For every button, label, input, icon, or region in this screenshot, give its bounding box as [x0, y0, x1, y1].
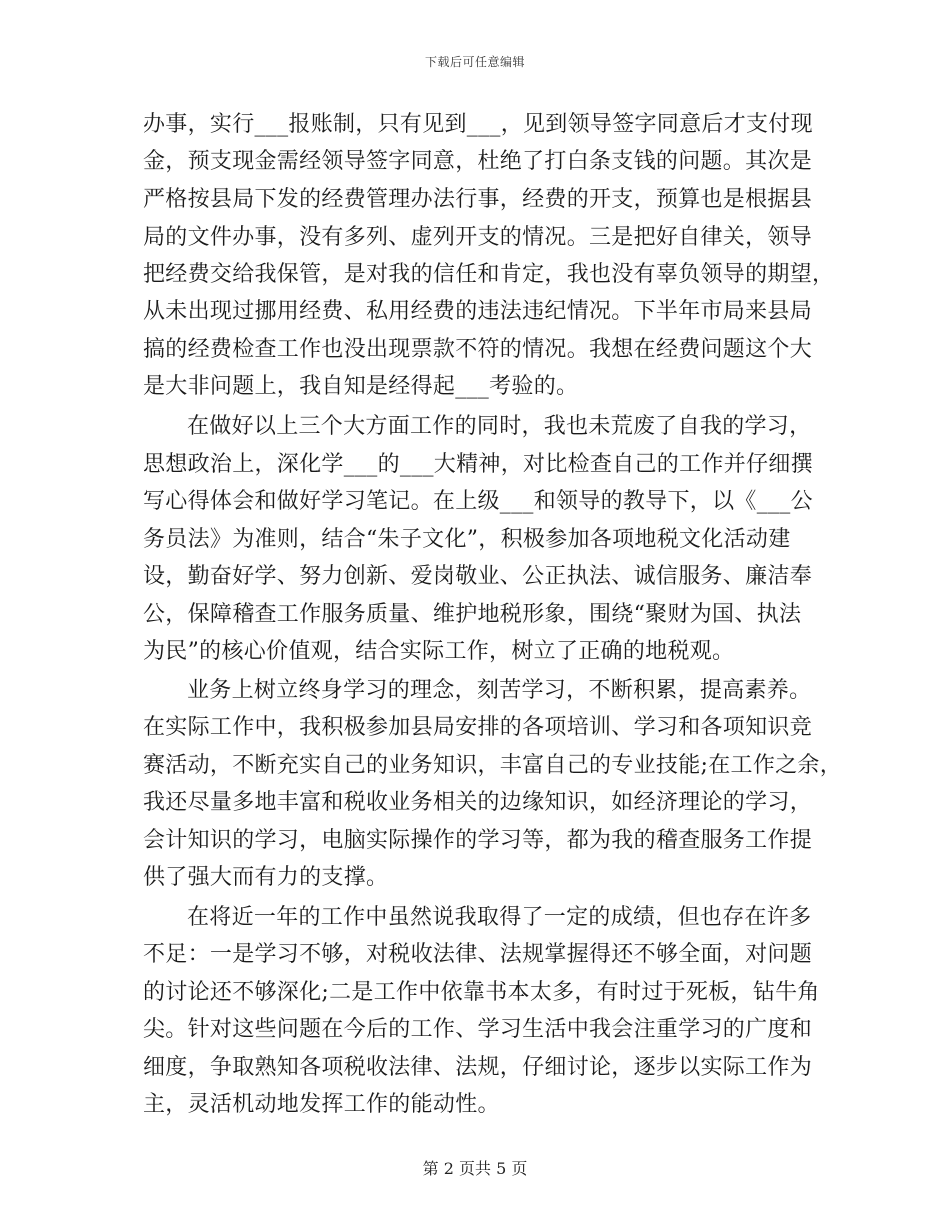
text-line: 从未出现过挪用经费、私用经费的违法违纪情况。下半年市局来县局 [143, 299, 813, 324]
text-line: 会计知识的学习，电脑实际操作的学习等，都为我的稽查服务工作提 [143, 828, 813, 853]
page-number: 第 2 页共 5 页 [422, 1159, 528, 1178]
text-line: 我还尽量多地丰富和税收业务相关的边缘知识，如经济理论的学习， [143, 790, 813, 815]
paragraph-first-line: 业务上树立终身学习的理念，刻苦学习，不断积累，提高素养。 [187, 678, 812, 703]
text-line: 办事，实行___报账制，只有见到___，见到领导签字同意后才支付现 [143, 112, 813, 137]
text-line: 公，保障稽查工作服务质量、维护地税形象，围绕“聚财为国、执法 [143, 602, 802, 627]
page-header-note: 下载后可任意编辑 [424, 55, 525, 69]
text-line: 思想政治上，深化学___的___大精神，对比检查自己的工作并仔细撰 [143, 452, 813, 477]
text-line: 主，灵活机动地发挥工作的能动性。 [143, 1092, 500, 1117]
text-line: 的讨论还不够深化;二是工作中依靠书本太多，有时过于死板，钻牛角 [143, 980, 820, 1005]
text-line: 局的文件办事，没有多列、虚列开支的情况。三是把好自律关，领导 [143, 225, 813, 250]
text-line: 金，预支现金需经领导签字同意，杜绝了打白条支钱的问题。其次是 [143, 149, 813, 174]
text-line: 搞的经费检查工作也没出现票款不符的情况。我想在经费问题这个大 [143, 337, 813, 362]
text-line: 务员法》为准则，结合“朱子文化”，积极参加各项地税文化活动建 [143, 527, 791, 552]
text-line: 严格按县局下发的经费管理办法行事，经费的开支，预算也是根据县 [143, 187, 813, 212]
text-line: 供了强大而有力的支撑。 [143, 865, 389, 890]
text-line: 不足：一是学习不够，对税收法律、法规掌握得还不够全面，对问题 [143, 942, 813, 967]
text-line: 设，勤奋好学、努力创新、爱岗敬业、公正执法、诚信服务、廉洁奉 [143, 564, 813, 589]
text-line: 在实际工作中，我积极参加县局安排的各项培训、学习和各项知识竞 [143, 715, 813, 740]
paragraph-first-line: 在做好以上三个大方面工作的同时，我也未荒废了自我的学习， [187, 414, 812, 439]
text-line: 把经费交给我保管，是对我的信任和肯定，我也没有辜负领导的期望， [143, 262, 835, 287]
text-line: 细度，争取熟知各项税收法律、法规，仔细讨论，逐步以实际工作为 [143, 1055, 813, 1080]
text-line: 赛活动，不断充实自己的业务知识，丰富自己的专业技能;在工作之余， [143, 753, 843, 778]
text-line: 是大非问题上，我自知是经得起___考验的。 [143, 374, 579, 399]
paragraph-first-line: 在将近一年的工作中虽然说我取得了一定的成绩，但也存在许多 [187, 905, 812, 930]
text-line: 写心得体会和做好学习笔记。在上级___和领导的教导下，以《___公 [143, 489, 813, 514]
text-line: 尖。针对这些问题在今后的工作、学习生活中我会注重学习的广度和 [143, 1017, 813, 1042]
text-line: 为民”的核心价值观，结合实际工作，树立了正确的地税观。 [143, 639, 735, 664]
